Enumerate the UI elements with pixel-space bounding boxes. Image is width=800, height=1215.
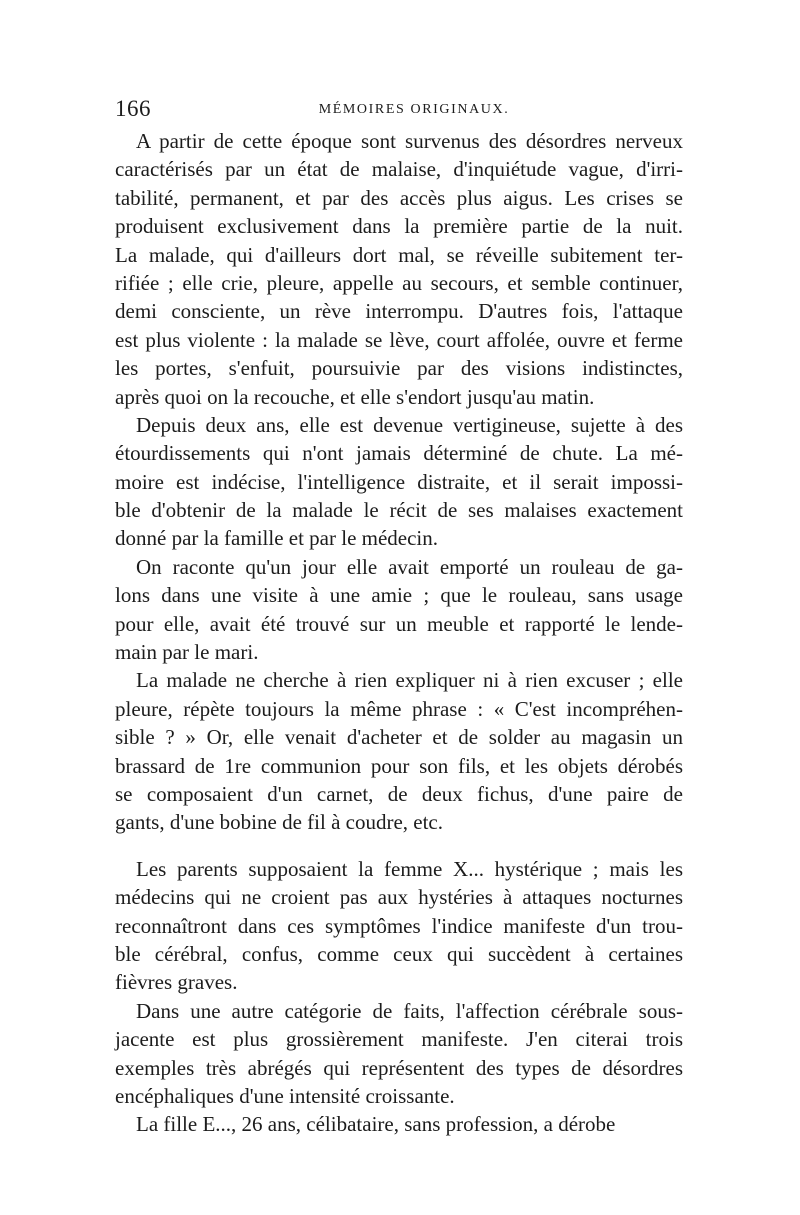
- text-line: fièvres graves.: [115, 970, 238, 995]
- text-line: gants, d'une bobine de fil à coudre, etc.: [115, 810, 444, 835]
- paragraph-gap: [115, 837, 683, 855]
- text-line: moire est indécise, l'intelligence distraite, et il serait impossi-: [115, 469, 683, 494]
- text-line: Depuis deux ans, elle est devenue vertigineuse, sujette à des: [136, 412, 683, 437]
- text-line: Les parents supposaient la femme X... hystérique ; mais les: [136, 856, 683, 881]
- text-line: pleure, répète toujours la même phrase : « C'est incompréhen-: [115, 696, 683, 721]
- text-line: lons dans une visite à une amie ; que le rouleau, sans usage: [115, 583, 683, 608]
- text-line: La malade, qui d'ailleurs dort mal, se réveille subitement ter-: [115, 242, 683, 267]
- text-line: après quoi on la recouche, et elle s'endort jusqu'au matin.: [115, 384, 595, 409]
- page-number: 166: [115, 96, 151, 121]
- text-line: donné par la famille et par le médecin.: [115, 526, 439, 551]
- text-line: La malade ne cherche à rien expliquer ni à rien excuser ; elle: [136, 668, 683, 693]
- text-line: médecins qui ne croient pas aux hystéries à attaques nocturnes: [115, 885, 683, 910]
- text-line: jacente est plus grossièrement manifeste. J'en citerai trois: [115, 1027, 683, 1052]
- text-line: caractérisés par un état de malaise, d'inquiétude vague, d'irri-: [115, 157, 683, 182]
- text-line: exemples très abrégés qui représentent des types de désordres: [115, 1055, 683, 1080]
- text-line: tabilité, permanent, et par des accès plus aigus. Les crises se: [115, 185, 683, 210]
- text-line: produisent exclusivement dans la première partie de la nuit.: [115, 214, 683, 239]
- text-line: les portes, s'enfuit, poursuivie par des visions indistinctes,: [115, 356, 683, 381]
- text-line: se composaient d'un carnet, de deux fichus, d'une paire de: [115, 781, 683, 806]
- text-line: brassard de 1re communion pour son fils, et les objets dérobés: [115, 753, 683, 778]
- text-line: rifiée ; elle crie, pleure, appelle au secours, et semble continuer,: [115, 270, 683, 295]
- body-text: [115, 127, 683, 1139]
- paragraph: [115, 666, 683, 836]
- text-line: A partir de cette époque sont survenus des désordres nerveux: [136, 129, 683, 153]
- paragraph: [115, 127, 683, 411]
- text-line: La fille E..., 26 ans, célibataire, sans profession, a dérobe: [136, 1112, 616, 1137]
- paragraph: [115, 855, 683, 997]
- text-line: On raconte qu'un jour elle avait emporté un rouleau de ga-: [136, 554, 683, 579]
- text-line: Dans une autre catégorie de faits, l'affection cérébrale sous-: [136, 998, 683, 1023]
- paragraph: [115, 1110, 683, 1138]
- text-line: ble cérébral, confus, comme ceux qui succèdent à certaines: [115, 941, 683, 966]
- text-line: main par le mari.: [115, 640, 259, 665]
- text-line: encéphaliques d'une intensité croissante.: [115, 1083, 455, 1108]
- paragraph: [115, 997, 683, 1111]
- text-line: demi consciente, un rève interrompu. D'autres fois, l'attaque: [115, 299, 683, 324]
- running-title: MÉMOIRES ORIGINAUX.: [318, 102, 510, 117]
- page-header: [115, 96, 683, 126]
- text-line: ble d'obtenir de la malade le récit de ses malaises exactement: [115, 498, 683, 523]
- text-line: reconnaîtront dans ces symptômes l'indice manifeste d'un trou-: [115, 913, 683, 938]
- paragraph: [115, 411, 683, 553]
- text-line: est plus violente : la malade se lève, court affolée, ouvre et ferme: [115, 327, 683, 352]
- paragraph: [115, 553, 683, 667]
- text-line: étourdissements qui n'ont jamais déterminé de chute. La mé-: [115, 441, 683, 466]
- text-line: pour elle, avait été trouvé sur un meuble et rapporté le lende-: [115, 611, 683, 636]
- text-line: sible ? » Or, elle venait d'acheter et de solder au magasin un: [115, 725, 683, 750]
